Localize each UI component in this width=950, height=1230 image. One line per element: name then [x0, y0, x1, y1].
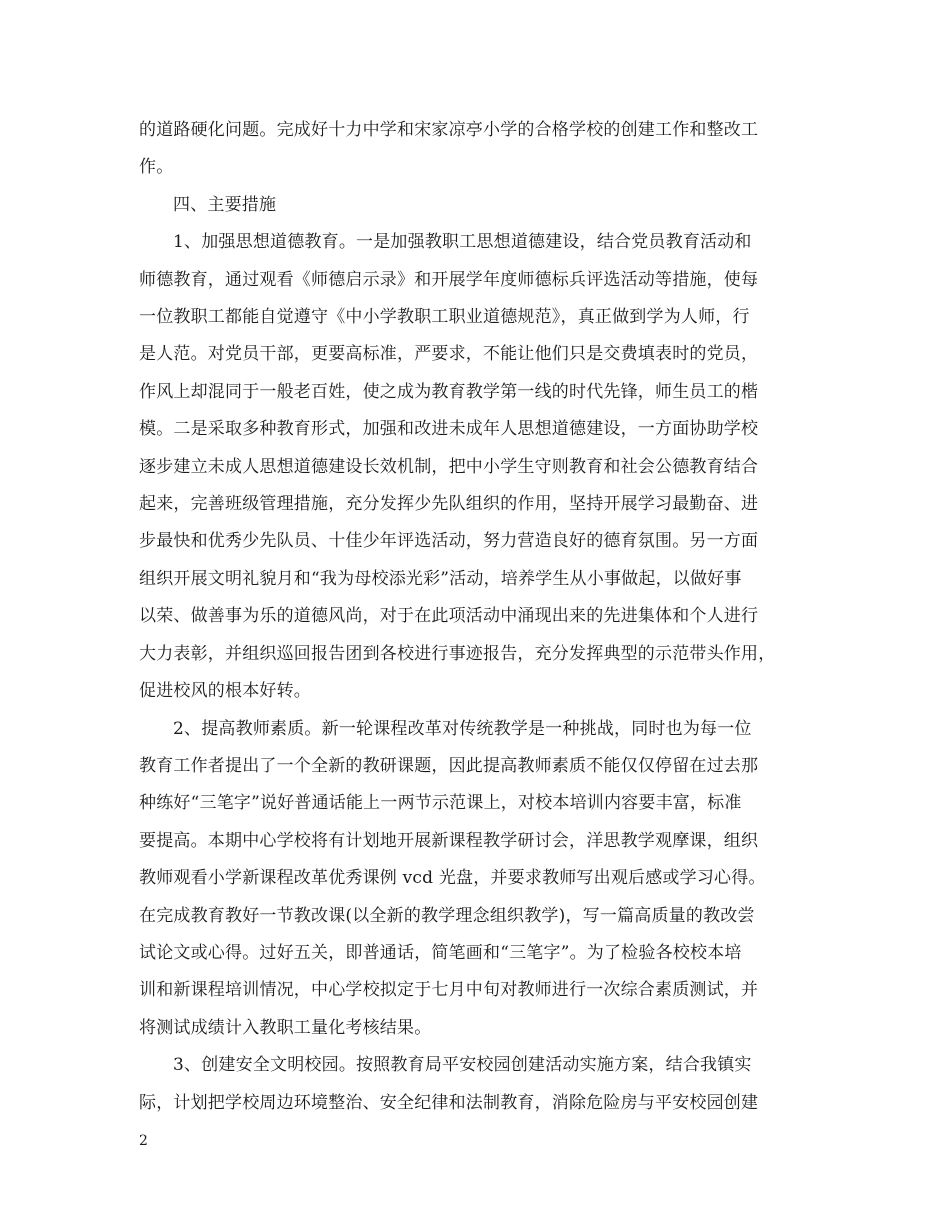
- text-line: 大力表彰，并组织巡回报告团到各校进行事迹报告，充分发挥典型的示范带头作用，: [139, 643, 776, 664]
- text-line: 逐步建立未成人思想道德建设长效机制，把中小学生守则教育和社会公德教育结合: [139, 456, 759, 477]
- text-line: 以荣、做善事为乐的道德风尚，对于在此项活动中涌现出来的先进集体和个人进行: [139, 606, 759, 627]
- text-line: 将测试成绩计入教职工量化考核结果。: [139, 1017, 432, 1038]
- text-line: 1、加强思想道德教育。一是加强教职工思想道德建设，结合党员教育活动和: [173, 232, 752, 253]
- text-line: 模。二是采取多种教育形式，加强和改进未成年人思想道德建设，一方面协助学校: [139, 419, 759, 440]
- paragraph: [139, 112, 815, 187]
- text-line: 试论文或心得。过好五关，即普通话，简笔画和“三笔字”。为了检验各校校本培: [139, 942, 742, 963]
- text-line: 作风上却混同于一般老百姓，使之成为教育教学第一线的时代先锋，师生员工的楷: [139, 381, 759, 402]
- text-line: 教育工作者提出了一个全新的教研课题，因此提高教师素质不能仅仅停留在过去那: [139, 755, 759, 776]
- text-line: 的道路硬化问题。完成好十力中学和宋家凉亭小学的合格学校的创建工作和整改工: [139, 120, 759, 140]
- text-line: 一位教职工都能自觉遵守《中小学教职工职业道德规范》，真正做到学为人师，行: [139, 307, 750, 328]
- paragraph: [139, 1047, 815, 1122]
- text-line: 作。: [139, 157, 174, 178]
- text-line: 3、创建安全文明校园。按照教育局平安校园创建活动实施方案，结合我镇实: [173, 1055, 752, 1076]
- text-line: 四、主要措施: [173, 194, 277, 215]
- text-line: 2、提高教师素质。新一轮课程改革对传统教学是一种挑战，同时也为每一位: [173, 718, 752, 739]
- text-line: 教师观看小学新课程改革优秀课例 vcd 光盘，并要求教师写出观后感或学习心得。: [139, 868, 766, 889]
- page-number: 2: [139, 1133, 148, 1149]
- text-line: 种练好“三笔字”说好普通话能上一两节示范课上，对校本培训内容要丰富，标准: [139, 793, 742, 814]
- text-line: 起来，完善班级管理措施，充分发挥少先队组织的作用，坚持开展学习最勤奋、进: [139, 494, 759, 515]
- text-line: 要提高。本期中心学校将有计划地开展新课程教学研讨会，洋思教学观摩课，组织: [139, 830, 759, 851]
- text-line: 训和新课程培训情况，中心学校拟定于七月中旬对教师进行一次综合素质测试，并: [139, 980, 759, 1001]
- text-line: 际，计划把学校周边环境整治、安全纪律和法制教育，消除危险房与平安校园创建: [139, 1092, 759, 1113]
- text-line: 步最快和优秀少先队员、十佳少年评选活动，努力营造良好的德育氛围。另一方面: [139, 531, 759, 552]
- document-body: [139, 112, 815, 1122]
- text-line: 在完成教育教好一节教改课(以全新的教学理念组织教学)，写一篇高质量的教改尝: [139, 905, 755, 926]
- text-line: 促进校风的根本好转。: [139, 681, 311, 702]
- text-line: 是人范。对党员干部，更要高标准，严要求，不能让他们只是交费填表时的党员，: [139, 344, 759, 365]
- paragraph: [139, 224, 815, 710]
- paragraph: [139, 187, 815, 224]
- text-line: 组织开展文明礼貌月和“我为母校添光彩”活动，培养学生从小事做起，以做好事: [139, 568, 742, 589]
- text-line: 师德教育，通过观看《师德启示录》和开展学年度师德标兵评选活动等措施，使每: [139, 269, 759, 290]
- paragraph: [139, 711, 815, 1048]
